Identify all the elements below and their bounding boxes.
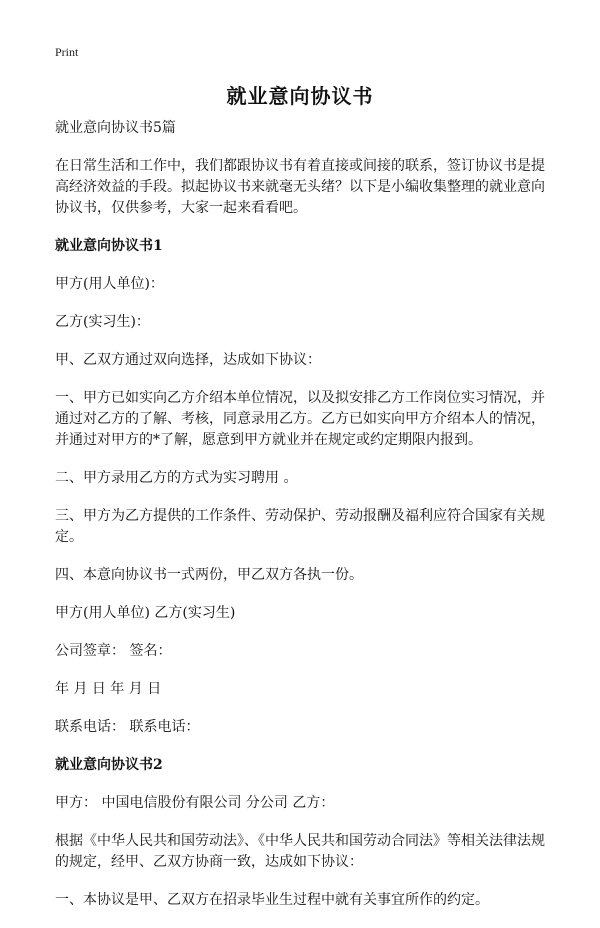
document-subtitle: 就业意向协议书5篇 <box>55 120 176 136</box>
section-2-heading: 就业意向协议书2 <box>55 757 163 773</box>
section-1-signature-line-2: 公司签章： 签名： <box>55 643 172 659</box>
section-1-heading: 就业意向协议书1 <box>55 238 163 254</box>
section-1-paragraph-4: 三、甲方为乙方提供的工作条件、劳动保护、劳动报酬及福利应符合国家有关规定。 <box>55 508 545 545</box>
section-2-parties: 甲方： 中国电信股份有限公司 分公司 乙方： <box>55 795 335 811</box>
section-1-signature-line-1: 甲方(用人单位) 乙方(实习生) <box>55 605 236 621</box>
section-1-party-a: 甲方(用人单位)： <box>55 276 164 292</box>
document-body <box>55 118 555 928</box>
section-1-paragraph-5: 四、本意向协议书一式两份，甲乙双方各执一份。 <box>55 567 363 583</box>
section-1-signature-line-4: 联系电话： 联系电话： <box>55 719 200 735</box>
document-title: 就业意向协议书 <box>226 84 374 108</box>
section-1-paragraph-1: 甲、乙双方通过双向选择，达成如下协议： <box>55 352 321 368</box>
section-2-paragraph-2: 一、本协议是甲、乙双方在招录毕业生过程中就有关事宜所作的约定。 <box>55 892 489 908</box>
section-1-paragraph-3: 二、甲方录用乙方的方式为实习聘用 。 <box>55 470 298 486</box>
print-label: Print <box>55 45 79 59</box>
section-1-party-b: 乙方(实习生)： <box>55 314 150 330</box>
intro-paragraph: 在日常生活和工作中，我们都跟协议书有着直接或间接的联系，签订协议书是提高经济效益的手段。拟起协议书来就毫无头绪？以下是小编收集整理的就业意向协议书，仅供参考，大家一起来看看吧。 <box>55 158 545 216</box>
section-1-signature-line-3: 年 月 日 年 月 日 <box>55 681 162 697</box>
section-1-paragraph-2: 一、甲方已如实向乙方介绍本单位情况，以及拟安排乙方工作岗位实习情况，并通过对乙方的了解、考核，同意录用乙方。乙方已如实向甲方介绍本人的情况，并通过对甲方的*了解，愿意到甲方就业并在规定或约定期限内报到。 <box>55 390 545 448</box>
section-2-paragraph-1: 根据《中华人民共和国劳动法》、《中华人民共和国劳动合同法》等相关法律法规的规定，经甲、乙双方协商一致，达成如下协议： <box>55 833 545 870</box>
